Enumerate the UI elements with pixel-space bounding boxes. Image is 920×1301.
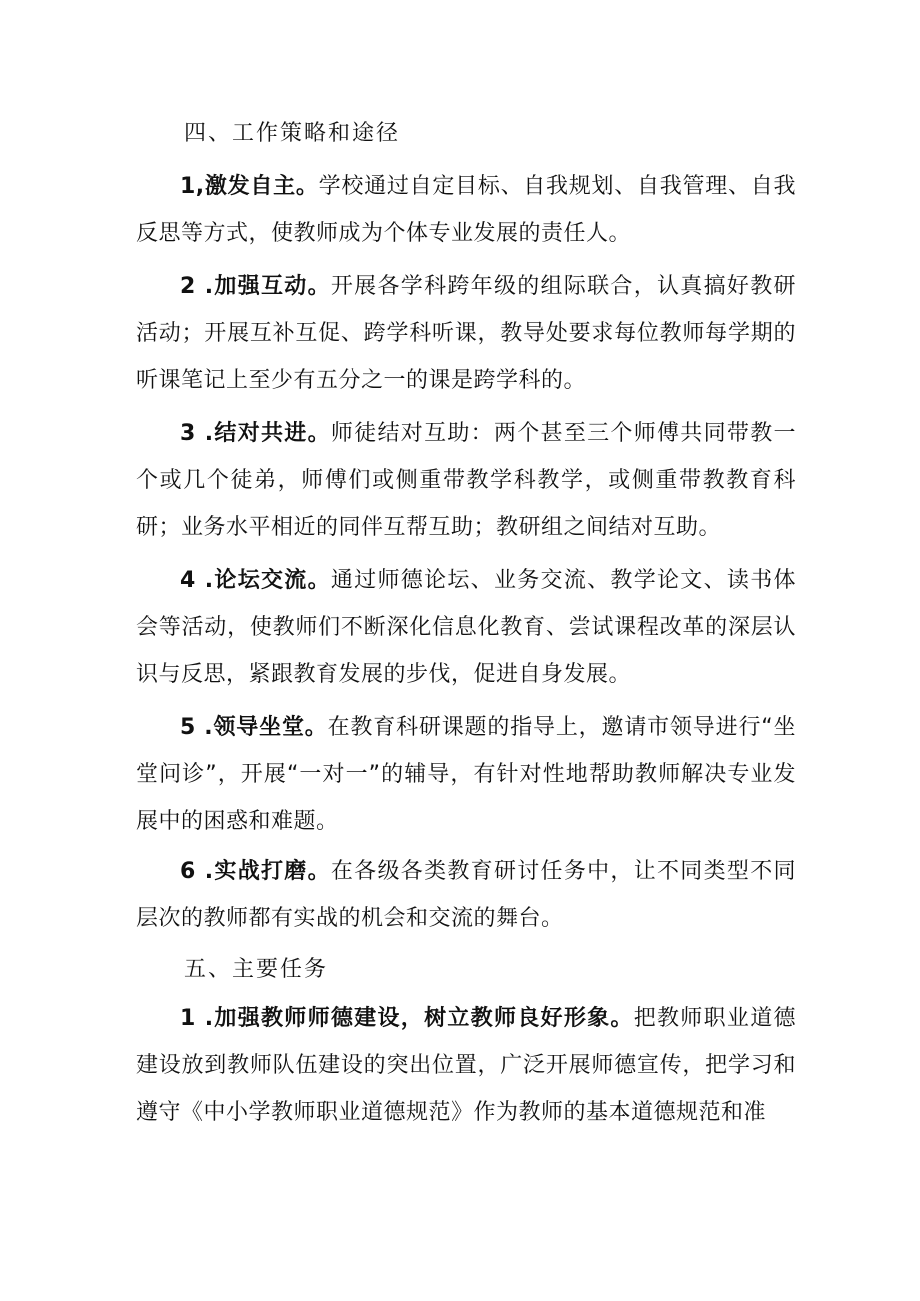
item-lead: 5 .领导坐堂。 (180, 715, 328, 740)
task-item-1 (136, 995, 796, 1136)
item-body: 在各级各类教育研讨任务中，让不同类型不同层次的教师都有实战的机会和交流的舞台。 (136, 859, 796, 931)
item-body: 在教育科研课题的指导上，邀请市领导进行“坐堂问诊”，开展“一对一”的辅导，有针对性地帮助教师解决专业发展中的困惑和难题。 (136, 715, 797, 834)
item-lead: 6 .实战打磨。 (180, 859, 331, 884)
strategy-item-5 (136, 704, 796, 845)
item-lead: 1,激发自主。 (180, 174, 319, 199)
strategy-item-3 (136, 410, 796, 551)
strategy-item-2 (136, 263, 796, 404)
item-body: 学校通过自定目标、自我规划、自我管理、自我反思等方式，使教师成为个体专业发展的责任人。 (136, 174, 796, 246)
item-lead: 4 .论坛交流。 (180, 568, 331, 593)
item-body: 开展各学科跨年级的组际联合，认真搞好教研活动；开展互补互促、跨学科听课，教导处要求每位教师每学期的听课笔记上至少有五分之一的课是跨学科的。 (136, 274, 796, 393)
item-body: 通过师德论坛、业务交流、教学论文、读书体会等活动，使教师们不断深化信息化教育、尝试课程改革的深层认识与反思，紧跟教育发展的步伐，促进自身发展。 (136, 568, 796, 687)
item-lead: 2 .加强互动。 (180, 274, 331, 299)
strategy-item-4 (136, 557, 796, 698)
section-5-heading: 五、主要任务 (184, 957, 329, 982)
item-body: 师徒结对互助：两个甚至三个师傅共同带教一个或几个徒弟，师傅们或侧重带教学科教学，或侧重带教教育科研；业务水平相近的同伴互帮互助；教研组之间结对互助。 (136, 421, 796, 540)
item-lead: 3 .结对共进。 (180, 421, 331, 446)
item-body: 把教师职业道德建设放到教师队伍建设的突出位置，广泛开展师德宣传，把学习和遵守《中小学教师职业道德规范》作为教师的基本道德规范和准 (136, 1006, 796, 1125)
strategy-item-6 (136, 848, 796, 942)
item-lead: 1 .加强教师师德建设，树立教师良好形象。 (180, 1006, 634, 1031)
strategy-item-1 (136, 163, 796, 257)
section-4-heading: 四、工作策略和途径 (184, 121, 401, 146)
